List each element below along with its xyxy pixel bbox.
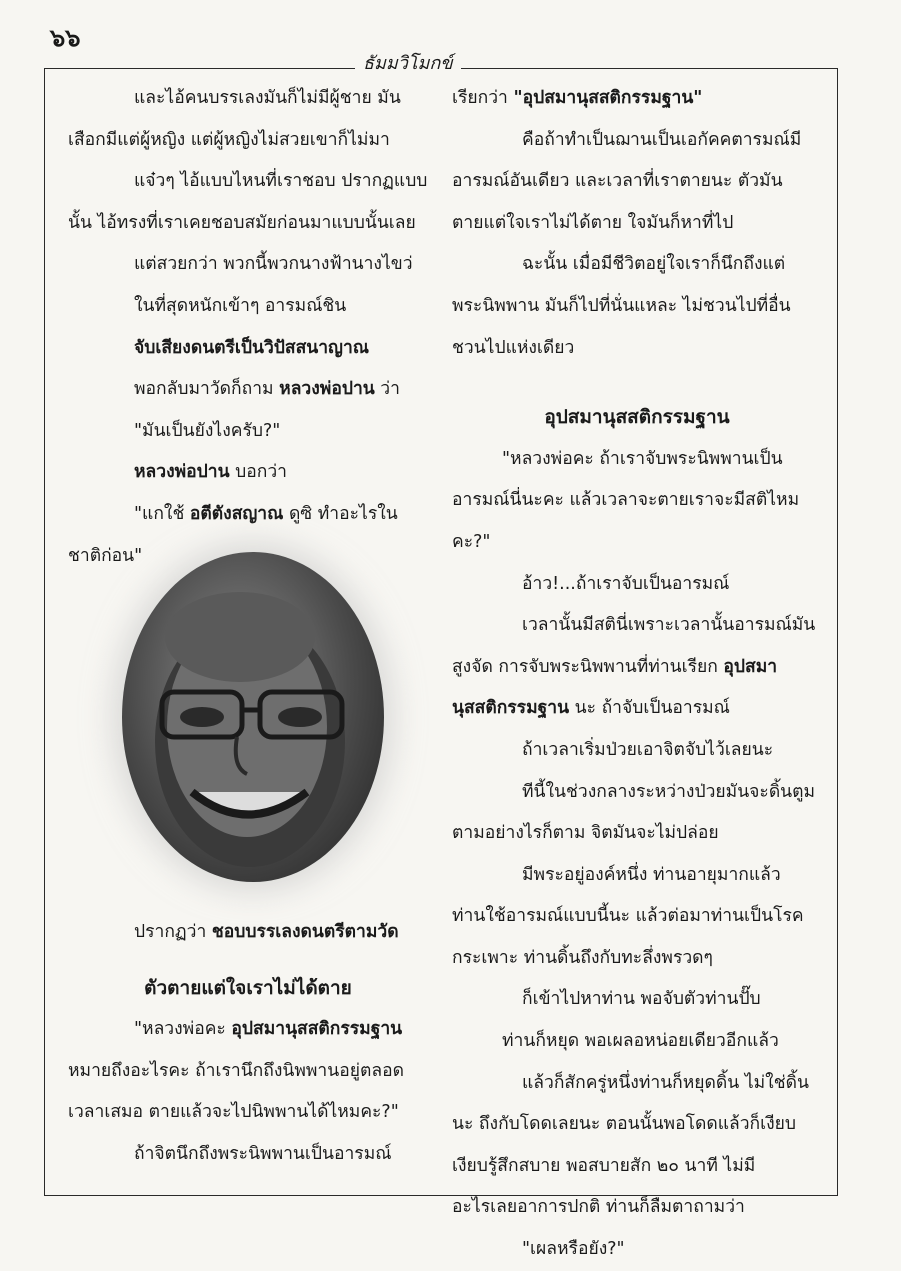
section-heading: อุปสมานุสสติกรรมฐาน [544, 406, 730, 429]
paragraph-line: อะไรเลยอาการปกติ ท่านก็ลืมตาถามว่า [452, 1197, 745, 1218]
text: "หลวงพ่อคะ [134, 1019, 232, 1040]
paragraph-line [452, 78, 822, 120]
bold-text: อตีตังสญาณ [189, 503, 284, 524]
text: "แกใช้ [134, 503, 190, 524]
right-column [452, 78, 822, 1271]
paragraph-line: "เผลหรือยัง?" [522, 1239, 625, 1260]
text: นะ ถ้าจับเป็นอารมณ์ [569, 698, 730, 719]
paragraph-line: อารมณ์นี่นะคะ แล้วเวลาจะตายเราจะมีสติไหม [452, 490, 800, 511]
paragraph-line [68, 369, 428, 411]
bold-text: อุปสมา [723, 656, 778, 677]
paragraph-line: ทีนี้ในช่วงกลางระหว่างป่วยมันจะดิ้นตูม [522, 781, 816, 802]
subheading [68, 328, 428, 370]
paragraph-line: เสือกมีแต่ผู้หญิง แต่ผู้หญิงไม่สวยเขาก็ไม่มา [68, 129, 390, 150]
text: เรียกว่า [452, 88, 514, 108]
paragraph-line: "มันเป็นยังไงครับ?" [134, 420, 281, 441]
bold-text: หลวงพ่อปาน [134, 462, 230, 483]
text: พอกลับมาวัดก็ถาม [134, 379, 280, 400]
paragraph-line [452, 647, 822, 689]
paragraph-line: แล้วก็สักครู่หนึ่งท่านก็หยุดดิ้น ไม่ใช่ดิ้น [522, 1072, 809, 1093]
text: ปรากฏว่า [134, 922, 212, 942]
paragraph-line: แต่สวยกว่า พวกนี้พวกนางฟ้านางไขว่ [134, 254, 413, 275]
paragraph-line [68, 1009, 428, 1051]
portrait-image [122, 552, 384, 882]
text: บอกว่า [229, 462, 288, 483]
paragraph-line: นั้น ไอ้ทรงที่เราเคยชอบสมัยก่อนมาแบบนั้นเลย [68, 212, 416, 233]
paragraph-line: หมายถึงอะไรคะ ถ้าเรานึกถึงนิพพานอยู่ตลอด [68, 1060, 404, 1081]
paragraph-line: คะ?" [452, 531, 491, 552]
paragraph-line: อ้าว!...ถ้าเราจับเป็นอารมณ์ [522, 573, 730, 594]
paragraph-line: ท่านก็หยุด พอเผลอหน่อยเดียวอีกแล้ว [502, 1031, 779, 1052]
bold-text: จับเสียงดนตรีเป็นวิปัสสนาญาณ [134, 337, 370, 358]
paragraph-line: ตามอย่างไรก็ตาม จิตมันจะไม่ปล่อย [452, 823, 719, 844]
running-title: ธัมมวิโมกข์ [355, 48, 461, 77]
left-column [68, 78, 428, 577]
paragraph-line: พระนิพพาน มันก็ไปที่นั่นแหละ ไม่ชวนไปที่อื่น [452, 295, 791, 316]
page-number: ๖๖ [50, 24, 81, 52]
paragraph-line: แจ๋วๆ ไอ้แบบไหนที่เราชอบ ปรากฏแบบ [134, 171, 428, 192]
paragraph-line: มีพระอยู่องค์หนึ่ง ท่านอายุมากแล้ว [522, 864, 781, 885]
paragraph-line: อารมณ์อันเดียว และเวลาที่เราตายนะ ตัวมัน [452, 171, 783, 192]
left-column-lower [68, 912, 428, 1176]
paragraph-line: กระเพาะ ท่านดิ้นถึงกับทะลึ่งพรวดๆ [452, 947, 713, 968]
bold-text: "อุปสมานุสสติกรรมฐาน" [513, 88, 703, 108]
bold-text: นุสสติกรรมฐาน [452, 698, 570, 719]
paragraph-line: ตายแต่ใจเราไม่ได้ตาย ใจมันก็หาที่ไป [452, 212, 734, 233]
paragraph-line [68, 912, 428, 954]
paragraph-line: และไอ้คนบรรเลงมันก็ไม่มีผู้ชาย มัน [134, 88, 401, 108]
paragraph-line: ถ้าเวลาเริ่มป่วยเอาจิตจับไว้เลยนะ [522, 739, 774, 760]
paragraph-line: เวลานั้นมีสตินี่เพราะเวลานั้นอารมณ์มัน [522, 615, 816, 636]
paragraph-line: ก็เข้าไปหาท่าน พอจับตัวท่านปั๊บ [522, 989, 761, 1010]
paragraph-line: ชวนไปแห่งเดียว [452, 337, 575, 358]
paragraph-line: ท่านใช้อารมณ์แบบนี้นะ แล้วต่อมาท่านเป็นโรค [452, 906, 804, 927]
spacer [452, 369, 822, 397]
paragraph-line [68, 452, 428, 494]
portrait-photo [122, 552, 384, 882]
paragraph-line: เงียบรู้สึกสบาย พอสบายสัก ๒๐ นาที ไม่มี [452, 1155, 756, 1176]
section-heading: ตัวตายแต่ใจเราไม่ได้ตาย [144, 976, 352, 999]
paragraph-line: ในที่สุดหนักเข้าๆ อารมณ์ชิน [134, 295, 347, 316]
paragraph-line: "หลวงพ่อคะ ถ้าเราจับพระนิพพานเป็น [502, 448, 783, 469]
bold-text: ชอบบรรเลงดนตรีตามวัด [211, 922, 399, 942]
bold-text: หลวงพ่อปาน [279, 379, 375, 400]
bold-text: อุปสมานุสสติกรรมฐาน [231, 1019, 403, 1040]
paragraph-line: คือถ้าทำเป็นฌานเป็นเอกัคคตารมณ์มี [522, 129, 802, 150]
paragraph-line: เวลาเสมอ ตายแล้วจะไปนิพพานได้ไหมคะ?" [68, 1102, 399, 1123]
paragraph-line [452, 688, 822, 730]
paragraph-line: นะ ถึงกับโดดเลยนะ ตอนนั้นพอโดดแล้วก็เงียบ [452, 1114, 797, 1135]
text: ว่า [374, 379, 400, 400]
paragraph-line: ฉะนั้น เมื่อมีชีวิตอยู่ใจเราก็นึกถึงแต่ [522, 254, 786, 275]
text: ดูซิ ทำอะไรใน [283, 503, 398, 524]
paragraph-line: ถ้าจิตนึกถึงพระนิพพานเป็นอารมณ์ [134, 1143, 392, 1164]
text: สูงจัด การจับพระนิพพานที่ท่านเรียก [452, 656, 724, 677]
paragraph-line: ชาติก่อน" [68, 545, 143, 566]
paragraph-line [68, 494, 428, 536]
